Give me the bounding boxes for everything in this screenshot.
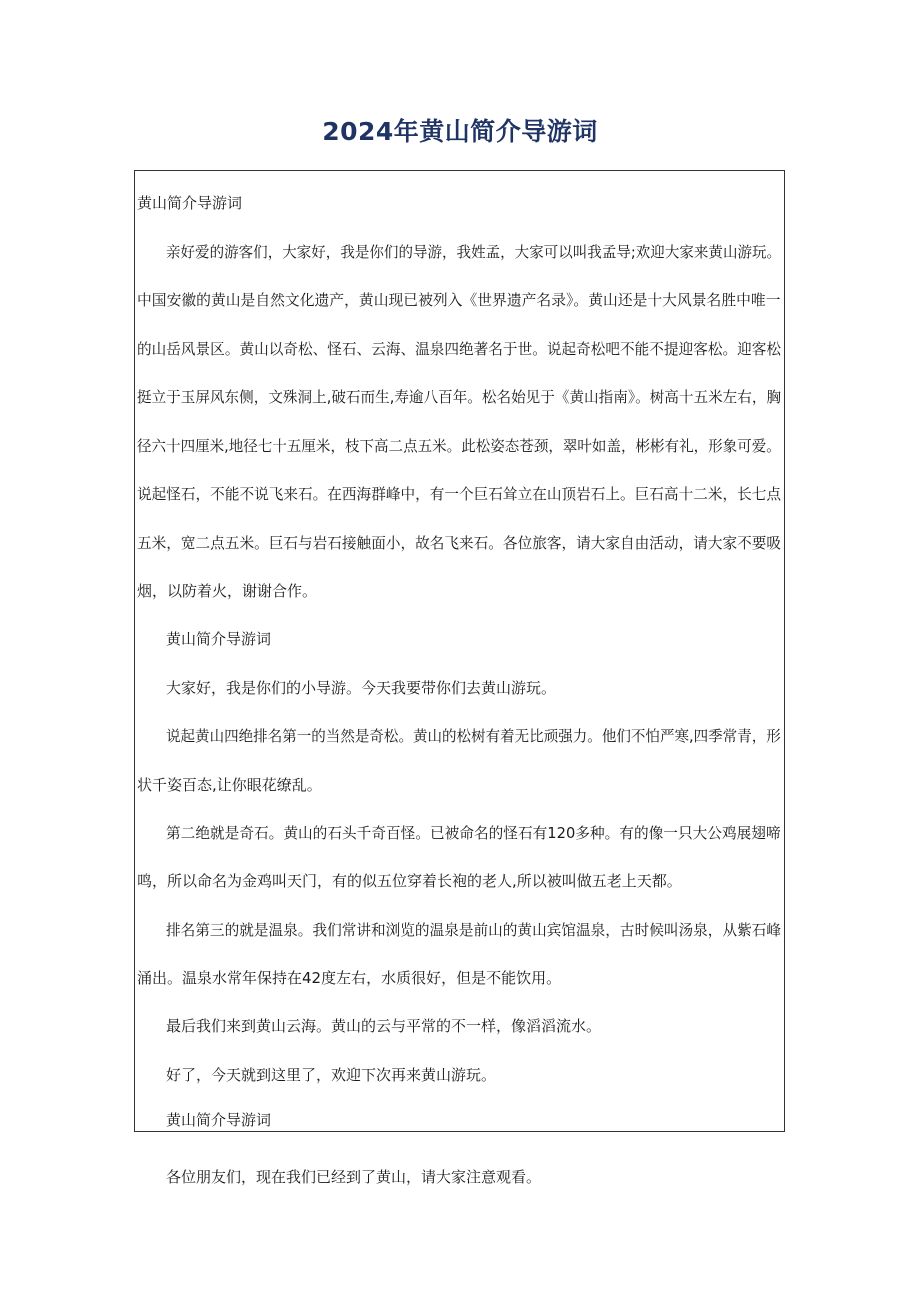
paragraph-line: 中国安徽的黄山是自然文化遗产，黄山现已被列入《世界遗产名录》。黄山还是十大风景名胜中唯一 bbox=[137, 291, 781, 309]
paragraph-line: 状千姿百态,让你眼花缭乱。 bbox=[137, 776, 322, 794]
paragraph-line: 鸣，所以命名为金鸡叫天门，有的似五位穿着长袍的老人,所以被叫做五老上天都。 bbox=[137, 872, 682, 890]
paragraph-line: 径六十四厘米,地径七十五厘米，枝下高二点五米。此松姿态苍颈，翠叶如盖，彬彬有礼，形象可爱。 bbox=[137, 437, 781, 455]
paragraph-line: 最后我们来到黄山云海。黄山的云与平常的不一样，像滔滔流水。 bbox=[166, 1017, 602, 1035]
paragraph-line: 各位朋友们，现在我们已经到了黄山，请大家注意观看。 bbox=[166, 1168, 542, 1186]
paragraph-line: 的山岳风景区。黄山以奇松、怪石、云海、温泉四绝著名于世。说起奇松吧不能不提迎客松。迎客松 bbox=[137, 340, 782, 358]
paragraph-line: 说起黄山四绝排名第一的当然是奇松。黄山的松树有着无比顽强力。他们不怕严寒,四季常青，形 bbox=[166, 727, 781, 745]
paragraph-line: 亲好爱的游客们，大家好，我是你们的导游，我姓孟，大家可以叫我孟导;欢迎大家来黄山游玩。 bbox=[166, 243, 782, 261]
paragraph-line: 挺立于玉屏风东侧，文殊洞上,破石而生,寿逾八百年。松名始见于《黄山指南》。树高十五米左右，胸 bbox=[137, 388, 782, 406]
section-heading: 黄山简介导游词 bbox=[137, 194, 243, 212]
section-heading: 黄山简介导游词 bbox=[166, 1111, 272, 1129]
paragraph-line: 排名第三的就是温泉。我们常讲和浏览的温泉是前山的黄山宾馆温泉，古时候叫汤泉，从紫石峰 bbox=[166, 921, 782, 939]
section-heading: 黄山简介导游词 bbox=[166, 630, 272, 648]
paragraph-line: 说起怪石，不能不说飞来石。在西海群峰中，有一个巨石耸立在山顶岩石上。巨石高十二米，长七点 bbox=[137, 485, 782, 503]
paragraph-line: 好了，今天就到这里了，欢迎下次再来黄山游玩。 bbox=[166, 1066, 497, 1084]
paragraph-line: 第二绝就是奇石。黄山的石头千奇百怪。已被命名的怪石有120多种。有的像一只大公鸡展翅啼 bbox=[166, 824, 781, 842]
paragraph-line: 烟，以防着火，谢谢合作。 bbox=[137, 582, 318, 600]
paragraph-line: 五米，宽二点五米。巨石与岩石接触面小，故名飞来石。各位旅客，请大家自由活动，请大家不要吸 bbox=[137, 534, 782, 552]
document-title: 2024年黄山简介导游词 bbox=[322, 117, 598, 146]
paragraph-line: 大家好，我是你们的小导游。今天我要带你们去黄山游玩。 bbox=[166, 679, 557, 697]
paragraph-line: 涌出。温泉水常年保持在42度左右，水质很好，但是不能饮用。 bbox=[137, 969, 562, 987]
